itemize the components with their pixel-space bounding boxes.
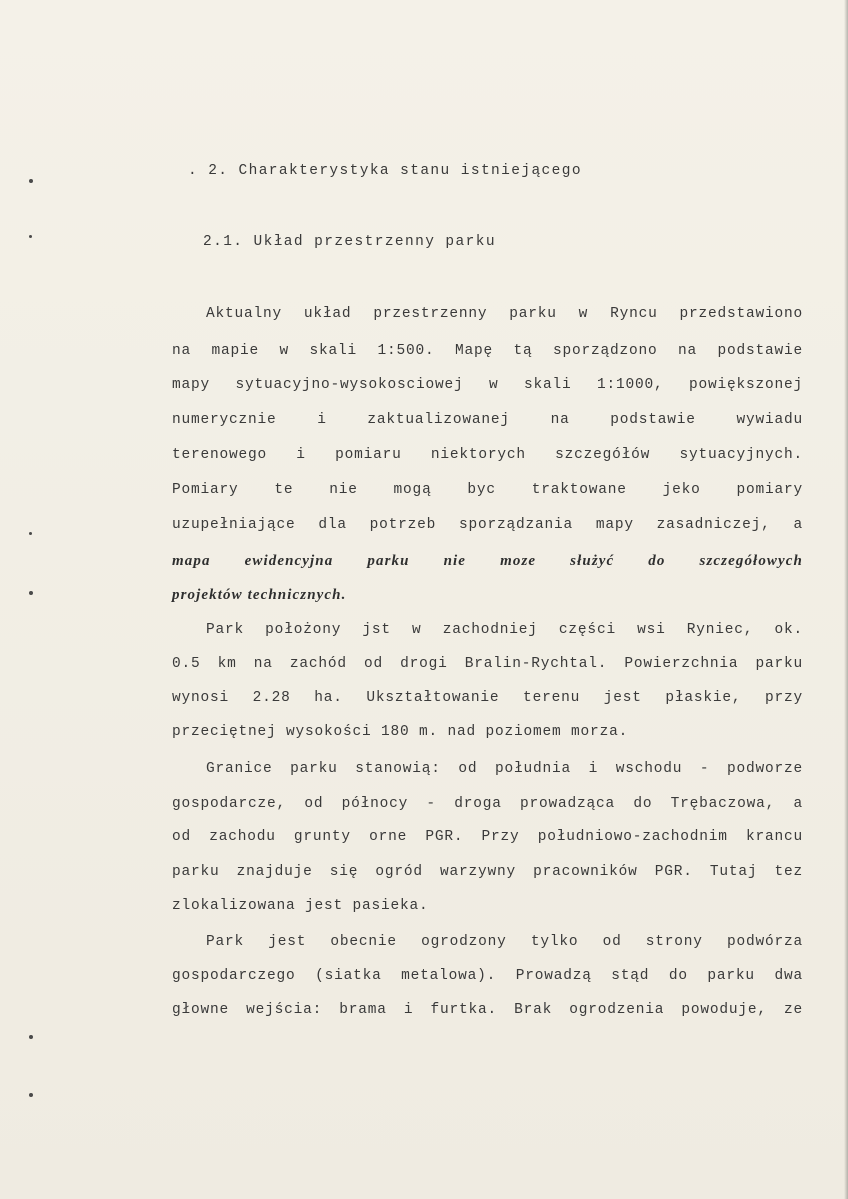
- paragraph-1-line-1: Aktualny układ przestrzenny parku w Ryncu przedstawiono: [206, 306, 803, 322]
- paragraph-3-line-1: Granice parku stanowią: od południa i wschodu - podworze: [206, 761, 803, 777]
- section-heading: . 2. Charakterystyka stanu istniejącego: [188, 163, 582, 179]
- paragraph-4-line-1: Park jest obecnie ogrodzony tylko od strony podwórza: [206, 934, 803, 950]
- margin-mark: [29, 532, 32, 535]
- paragraph-1-bold-line-1: mapa ewidencyjna parku nie moze służyć do szczegółowych: [172, 553, 803, 569]
- paragraph-1-line-4: numerycznie i zaktualizowanej na podstawie wywiadu: [172, 412, 803, 428]
- paragraph-4-line-3: głowne wejścia: brama i furtka. Brak ogrodzenia powoduje, ze: [172, 1002, 803, 1018]
- paragraph-4-line-2: gospodarczego (siatka metalowa). Prowadzą stąd do parku dwa: [172, 968, 803, 984]
- paragraph-2-line-3: wynosi 2.28 ha. Ukształtowanie terenu jest płaskie, przy: [172, 690, 803, 706]
- paragraph-1-line-6: Pomiary te nie mogą byc traktowane jeko pomiary: [172, 482, 803, 498]
- paragraph-1-bold-line-2: projektów technicznych.: [172, 587, 347, 603]
- paragraph-2-line-1: Park położony jst w zachodniej części wsi Ryniec, ok.: [206, 622, 803, 638]
- paragraph-2-line-2: 0.5 km na zachód od drogi Bralin-Rychtal. Powierzchnia parku: [172, 656, 803, 672]
- paragraph-3-line-3: od zachodu grunty orne PGR. Przy południowo-zachodnim krancu: [172, 829, 803, 845]
- paragraph-1-line-3: mapy sytuacyjno-wysokosciowej w skali 1:1000, powiększonej: [172, 377, 803, 393]
- paragraph-3-line-2: gospodarcze, od północy - droga prowadząca do Trębaczowa, a: [172, 796, 803, 812]
- subsection-heading: 2.1. Układ przestrzenny parku: [203, 234, 496, 250]
- paragraph-1-line-7: uzupełniające dla potrzeb sporządzania mapy zasadniczej, a: [172, 517, 803, 533]
- page-edge-shadow: [844, 0, 848, 1199]
- margin-mark: [29, 1093, 33, 1097]
- paragraph-3-line-4: parku znajduje się ogród warzywny pracowników PGR. Tutaj tez: [172, 864, 803, 880]
- paragraph-2-line-4: przeciętnej wysokości 180 m. nad poziomem morza.: [172, 724, 629, 740]
- paragraph-1-line-5: terenowego i pomiaru niektorych szczegółów sytuacyjnych.: [172, 447, 803, 463]
- paragraph-1-line-2: na mapie w skali 1:500. Mapę tą sporządzono na podstawie: [172, 343, 803, 359]
- margin-mark: [29, 1035, 33, 1039]
- margin-mark: [29, 179, 33, 183]
- margin-mark: [29, 235, 32, 238]
- margin-mark: [29, 591, 33, 595]
- paragraph-3-line-5: zlokalizowana jest pasieka.: [172, 898, 429, 914]
